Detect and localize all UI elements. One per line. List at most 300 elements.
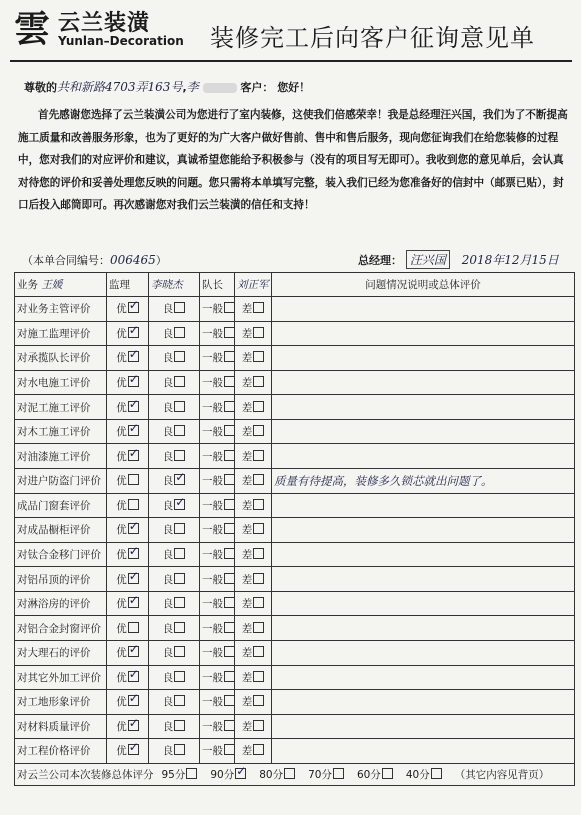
comment-cell[interactable]: [272, 395, 575, 420]
evaluation-row: [15, 444, 575, 469]
rating-checkbox[interactable]: [128, 622, 139, 633]
rating-option-2[interactable]: [200, 665, 235, 690]
rating-checkbox[interactable]: [128, 302, 139, 313]
rating-option-1[interactable]: [149, 321, 200, 346]
rating-option-3[interactable]: [235, 493, 272, 518]
rating-option-2[interactable]: [200, 346, 235, 371]
rating-option-0[interactable]: [107, 591, 149, 616]
rating-option-3[interactable]: [235, 542, 272, 567]
evaluation-table: [14, 272, 575, 786]
rating-checkbox[interactable]: [253, 425, 264, 436]
rating-option-2[interactable]: [200, 690, 235, 715]
rating-option-1[interactable]: [149, 640, 200, 665]
rating-checkbox[interactable]: [128, 597, 139, 608]
rating-option-2[interactable]: [200, 395, 235, 420]
rating-option-label: 优: [116, 573, 127, 586]
rating-option-label: 一般: [202, 327, 223, 340]
rating-option-label: 差: [241, 745, 253, 758]
rating-option-0[interactable]: [107, 493, 149, 518]
rating-option-label: 差: [241, 524, 253, 537]
rating-checkbox[interactable]: [128, 401, 139, 412]
rating-option-0[interactable]: [107, 518, 149, 543]
rating-option-1[interactable]: [149, 714, 200, 739]
comment-cell[interactable]: [272, 739, 575, 764]
rating-option-label: 良: [162, 303, 174, 316]
rating-option-0[interactable]: [107, 395, 149, 420]
comment-header: 问题情况说明或总体评价: [272, 273, 575, 297]
evaluation-item-label: 对材料质量评价: [15, 714, 107, 739]
rating-checkbox[interactable]: [253, 695, 264, 706]
rating-option-2[interactable]: [200, 321, 235, 346]
rating-checkbox[interactable]: [128, 351, 139, 362]
rating-option-0[interactable]: [107, 346, 149, 371]
rating-option-label: 良: [162, 401, 174, 414]
supervisor-label: 监理: [107, 273, 149, 297]
rating-checkbox[interactable]: [128, 695, 139, 706]
rating-checkbox[interactable]: [174, 646, 185, 657]
brand-name-en: Yunlan–Decoration: [58, 34, 184, 48]
rating-option-label: 差: [241, 696, 253, 709]
score-checkbox[interactable]: [284, 768, 295, 779]
evaluation-item-label: 对其它外加工评价: [15, 665, 107, 690]
evaluation-row: [15, 739, 575, 764]
salutation-line: 尊敬的共和新路4703弄163号,李 客户： 您好！: [24, 80, 311, 94]
redacted-name: [203, 83, 237, 93]
rating-option-3[interactable]: [235, 395, 272, 420]
customer-address: 共和新路4703弄163号: [57, 80, 183, 94]
score-option[interactable]: [210, 769, 246, 781]
rating-option-label: 优: [116, 377, 127, 390]
rating-option-3[interactable]: [235, 346, 272, 371]
general-manager-line: [358, 250, 559, 269]
score-checkbox[interactable]: [186, 768, 197, 779]
rating-option-3[interactable]: [235, 690, 272, 715]
rating-option-0[interactable]: [107, 444, 149, 469]
rating-option-3[interactable]: [235, 469, 272, 494]
rating-option-label: 优: [116, 524, 127, 537]
rating-option-label: 一般: [202, 475, 223, 488]
rating-checkbox[interactable]: [174, 622, 185, 633]
score-option-label: 40分: [405, 768, 430, 781]
rating-checkbox[interactable]: [128, 523, 139, 534]
comment-cell[interactable]: [272, 640, 575, 665]
rating-option-0[interactable]: [107, 567, 149, 592]
rating-option-2[interactable]: [200, 616, 235, 641]
rating-option-3[interactable]: [235, 616, 272, 641]
rating-checkbox[interactable]: [128, 474, 139, 485]
score-option-label: 70分: [308, 768, 332, 781]
rating-checkbox[interactable]: [253, 474, 264, 485]
rating-option-0[interactable]: [107, 419, 149, 444]
comment-cell[interactable]: [272, 518, 575, 543]
contract-number: 006465: [110, 253, 156, 267]
comment-cell[interactable]: [272, 690, 575, 715]
rating-option-label: 良: [162, 499, 174, 512]
rating-checkbox[interactable]: [128, 499, 139, 510]
rating-checkbox[interactable]: [174, 573, 185, 584]
rating-option-2[interactable]: [200, 493, 235, 518]
comment-cell[interactable]: [272, 321, 575, 346]
rating-option-1[interactable]: [149, 395, 200, 420]
score-option[interactable]: [308, 769, 344, 781]
rating-checkbox[interactable]: [224, 573, 235, 584]
rating-option-label: 良: [162, 720, 174, 733]
rating-option-2[interactable]: [200, 370, 235, 395]
rating-option-2[interactable]: [200, 297, 235, 322]
rating-checkbox[interactable]: [253, 573, 264, 584]
rating-option-label: 优: [116, 475, 127, 488]
rating-option-3[interactable]: [235, 714, 272, 739]
rating-checkbox[interactable]: [174, 523, 185, 534]
rating-option-label: 优: [116, 401, 127, 414]
rating-option-1[interactable]: [149, 616, 200, 641]
score-option[interactable]: [259, 769, 295, 781]
rating-checkbox[interactable]: [224, 474, 235, 485]
rating-checkbox[interactable]: [224, 425, 235, 436]
rating-checkbox[interactable]: [224, 450, 235, 461]
rating-checkbox[interactable]: [253, 523, 264, 534]
rating-option-0[interactable]: [107, 616, 149, 641]
rating-checkbox[interactable]: [224, 376, 235, 387]
overall-score-row: [15, 763, 575, 785]
rating-checkbox[interactable]: [174, 695, 185, 706]
rating-checkbox[interactable]: [174, 327, 185, 338]
rating-checkbox[interactable]: [253, 327, 264, 338]
rating-checkbox[interactable]: [224, 302, 235, 313]
score-option[interactable]: [162, 769, 198, 781]
rating-option-0[interactable]: [107, 640, 149, 665]
rating-checkbox[interactable]: [174, 302, 185, 313]
rating-option-label: 一般: [202, 352, 223, 365]
rating-option-1[interactable]: [149, 493, 200, 518]
evaluation-row: [15, 297, 575, 322]
header-divider: [10, 60, 572, 62]
evaluation-row: [15, 640, 575, 665]
evaluation-row: [15, 542, 575, 567]
rating-option-label: 差: [241, 377, 253, 390]
comment-cell[interactable]: [272, 370, 575, 395]
rating-option-label: 差: [241, 499, 253, 512]
rating-checkbox[interactable]: [128, 376, 139, 387]
comment-cell[interactable]: [272, 419, 575, 444]
rating-checkbox[interactable]: [128, 646, 139, 657]
rating-checkbox[interactable]: [128, 327, 139, 338]
rating-option-label: 良: [162, 573, 174, 586]
rating-option-label: 差: [241, 352, 253, 365]
rating-checkbox[interactable]: [174, 425, 185, 436]
rating-checkbox[interactable]: [253, 351, 264, 362]
rating-option-3[interactable]: [235, 567, 272, 592]
rating-option-label: 差: [241, 671, 253, 684]
comment-cell[interactable]: [272, 616, 575, 641]
rating-checkbox[interactable]: [174, 548, 185, 559]
rating-option-label: 一般: [202, 745, 223, 758]
document-title: 装修完工后向客户征询意见单: [210, 24, 535, 52]
rating-checkbox[interactable]: [174, 597, 185, 608]
rating-option-label: 优: [116, 696, 127, 709]
rating-option-3[interactable]: [235, 419, 272, 444]
rating-option-label: 优: [116, 548, 127, 561]
rating-option-3[interactable]: [235, 665, 272, 690]
rating-option-1[interactable]: [149, 591, 200, 616]
rating-option-label: 一般: [202, 671, 223, 684]
rating-option-2[interactable]: [200, 419, 235, 444]
rating-option-1[interactable]: [149, 690, 200, 715]
rating-option-3[interactable]: [235, 370, 272, 395]
evaluation-item-label: 对大理石的评价: [15, 640, 107, 665]
rating-checkbox[interactable]: [224, 499, 235, 510]
rating-option-label: 差: [241, 426, 253, 439]
foreman-name: 刘正军: [235, 273, 272, 297]
evaluation-row: [15, 469, 575, 494]
rating-checkbox[interactable]: [224, 523, 235, 534]
rating-option-3[interactable]: [235, 518, 272, 543]
rating-option-3[interactable]: [235, 591, 272, 616]
rating-option-label: 差: [241, 573, 253, 586]
rating-option-label: 良: [162, 647, 174, 660]
evaluation-item-label: 对工程价格评价: [15, 739, 107, 764]
rating-checkbox[interactable]: [253, 376, 264, 387]
rating-option-2[interactable]: [200, 518, 235, 543]
score-option-label: 95分: [161, 768, 186, 781]
rating-checkbox[interactable]: [253, 720, 264, 731]
rating-option-label: 优: [116, 745, 127, 758]
rating-option-label: 良: [162, 696, 174, 709]
rating-option-3[interactable]: [235, 640, 272, 665]
rating-checkbox[interactable]: [253, 597, 264, 608]
rating-checkbox[interactable]: [253, 401, 264, 412]
comment-cell[interactable]: [272, 493, 575, 518]
brand-name-cn: 云兰装潢: [58, 11, 151, 36]
score-option[interactable]: [406, 769, 442, 781]
rating-checkbox[interactable]: [253, 499, 264, 510]
rating-checkbox[interactable]: [224, 597, 235, 608]
rating-checkbox[interactable]: [174, 401, 185, 412]
contract-number-line: [22, 252, 167, 268]
rating-checkbox[interactable]: [174, 450, 185, 461]
rating-checkbox[interactable]: [174, 744, 185, 755]
gm-date: 2018年12月15日: [461, 253, 559, 267]
rating-option-2[interactable]: [200, 542, 235, 567]
evaluation-row: [15, 714, 575, 739]
rating-checkbox[interactable]: [224, 671, 235, 682]
rating-option-label: 一般: [202, 598, 223, 611]
business-name: 王媛: [41, 279, 63, 292]
rating-option-2[interactable]: [200, 444, 235, 469]
overall-score-cell: [15, 763, 575, 785]
rating-option-label: 一般: [202, 401, 223, 414]
rating-option-3[interactable]: [235, 321, 272, 346]
rating-option-3[interactable]: [235, 444, 272, 469]
rating-option-1[interactable]: [149, 297, 200, 322]
rating-option-1[interactable]: [149, 542, 200, 567]
comment-cell[interactable]: 质量有待提高，装修多久锁芯就出问题了。: [272, 469, 575, 494]
rating-option-label: 优: [116, 327, 127, 340]
rating-option-0[interactable]: [107, 469, 149, 494]
rating-option-2[interactable]: [200, 567, 235, 592]
rating-checkbox[interactable]: [253, 450, 264, 461]
rating-option-1[interactable]: [149, 665, 200, 690]
comment-cell[interactable]: [272, 346, 575, 371]
rating-checkbox[interactable]: [224, 695, 235, 706]
rating-option-label: 优: [116, 720, 127, 733]
rating-option-label: 一般: [202, 450, 223, 463]
rating-option-label: 良: [162, 377, 174, 390]
rating-option-0[interactable]: [107, 739, 149, 764]
rating-option-1[interactable]: [149, 444, 200, 469]
rating-option-2[interactable]: [200, 714, 235, 739]
rating-option-label: 良: [162, 548, 174, 561]
evaluation-row: [15, 616, 575, 641]
rating-option-label: 优: [116, 352, 127, 365]
contract-label: （本单合同编号：: [22, 254, 110, 267]
rating-option-2[interactable]: [200, 640, 235, 665]
rating-option-0[interactable]: [107, 321, 149, 346]
score-checkbox[interactable]: [382, 768, 393, 779]
rating-checkbox[interactable]: [174, 671, 185, 682]
rating-option-3[interactable]: [235, 739, 272, 764]
rating-option-3[interactable]: [235, 297, 272, 322]
customer-surname: 李: [186, 80, 199, 94]
evaluation-row: [15, 518, 575, 543]
rating-option-0[interactable]: [107, 297, 149, 322]
rating-option-label: 一般: [202, 573, 223, 586]
score-option-label: 80分: [259, 768, 284, 781]
rating-option-1[interactable]: [149, 346, 200, 371]
rating-option-label: 良: [162, 450, 174, 463]
salutation-greeting: 您好！: [277, 81, 311, 94]
rating-checkbox[interactable]: [253, 646, 264, 657]
rating-option-2[interactable]: [200, 591, 235, 616]
rating-checkbox[interactable]: [224, 351, 235, 362]
rating-checkbox[interactable]: [174, 499, 185, 510]
rating-option-label: 差: [241, 450, 253, 463]
rating-checkbox[interactable]: [253, 622, 264, 633]
rating-option-2[interactable]: [200, 469, 235, 494]
rating-option-label: 差: [241, 720, 253, 733]
rating-checkbox[interactable]: [128, 744, 139, 755]
rating-option-label: 优: [116, 450, 127, 463]
evaluation-item-label: 对淋浴房的评价: [15, 591, 107, 616]
rating-checkbox[interactable]: [224, 646, 235, 657]
rating-checkbox[interactable]: [224, 622, 235, 633]
rating-checkbox[interactable]: [128, 671, 139, 682]
rating-option-label: 一般: [202, 720, 223, 733]
rating-checkbox[interactable]: [253, 548, 264, 559]
evaluation-row: [15, 370, 575, 395]
rating-checkbox[interactable]: [174, 720, 185, 731]
rating-option-label: 良: [162, 671, 174, 684]
rating-option-label: 良: [162, 327, 174, 340]
rating-option-label: 优: [116, 622, 127, 635]
salutation-suffix: 客户：: [240, 81, 274, 94]
business-cell: 业务 王媛: [15, 273, 107, 297]
rating-checkbox[interactable]: [224, 720, 235, 731]
comment-cell[interactable]: [272, 591, 575, 616]
rating-option-0[interactable]: [107, 714, 149, 739]
rating-option-label: 一般: [202, 426, 223, 439]
rating-option-label: 优: [116, 647, 127, 660]
rating-checkbox[interactable]: [128, 425, 139, 436]
rating-option-label: 一般: [202, 524, 223, 537]
evaluation-row: [15, 591, 575, 616]
rating-option-label: 良: [162, 352, 174, 365]
evaluation-item-label: 对泥工施工评价: [15, 395, 107, 420]
rating-option-0[interactable]: [107, 370, 149, 395]
rating-option-1[interactable]: [149, 419, 200, 444]
comment-cell[interactable]: [272, 297, 575, 322]
brand-logo-icon: 雲: [14, 8, 51, 50]
rating-checkbox[interactable]: [174, 351, 185, 362]
rating-option-label: 一般: [202, 647, 223, 660]
rating-checkbox[interactable]: [224, 548, 235, 559]
rating-option-label: 良: [162, 426, 174, 439]
rating-option-0[interactable]: [107, 665, 149, 690]
rating-option-label: 优: [116, 671, 127, 684]
rating-option-1[interactable]: [149, 567, 200, 592]
rating-option-label: 差: [241, 598, 253, 611]
contract-close: ）: [155, 254, 167, 267]
evaluation-row: [15, 395, 575, 420]
evaluation-item-label: 对工地形象评价: [15, 690, 107, 715]
rating-option-label: 差: [241, 548, 253, 561]
rating-checkbox[interactable]: [253, 302, 264, 313]
rating-checkbox[interactable]: [174, 474, 185, 485]
score-checkbox[interactable]: [235, 768, 246, 779]
rating-option-1[interactable]: [149, 370, 200, 395]
rating-checkbox[interactable]: [224, 327, 235, 338]
rating-option-1[interactable]: [149, 518, 200, 543]
rating-option-2[interactable]: [200, 739, 235, 764]
rating-checkbox[interactable]: [224, 401, 235, 412]
rating-option-label: 优: [116, 499, 127, 512]
comment-cell[interactable]: [272, 542, 575, 567]
salutation-prefix: 尊敬的: [24, 81, 57, 94]
rating-checkbox[interactable]: [174, 376, 185, 387]
intro-paragraph: 首先感谢您选择了云兰装潢公司为您进行了室内装修，这使我们倍感荣幸！我是总经理汪兴国，我们为了不断提高施工质量和改善服务形象，也为了更好的为广大客户做好售前、售中和售后服务，现向您征询我们在给您装修的过程中，您对我们的对应评价和建议，真诚希望您能给予积极参与（没有的项目写无即可）。我收到您的意见单后，会认真对待您的评价和妥善处理您反映的问题。您只需将本单填写完整，装入我们已经为您准备好的信封中（邮票已贴），封口后投入邮筒即可。再次感谢您对我们云兰装潢的信任和支持！: [18, 109, 568, 211]
comment-cell[interactable]: [272, 444, 575, 469]
score-checkbox[interactable]: [431, 768, 442, 779]
rating-option-label: 优: [116, 598, 127, 611]
rating-checkbox[interactable]: [224, 744, 235, 755]
evaluation-item-label: 对成品橱柜评价: [15, 518, 107, 543]
overall-note: （其它内容见背页）: [454, 768, 550, 781]
rating-checkbox[interactable]: [128, 450, 139, 461]
rating-option-0[interactable]: [107, 690, 149, 715]
rating-option-label: 一般: [202, 377, 223, 390]
rating-option-label: 一般: [202, 696, 223, 709]
rating-checkbox[interactable]: [128, 548, 139, 559]
rating-option-1[interactable]: [149, 469, 200, 494]
rating-checkbox[interactable]: [253, 744, 264, 755]
rating-option-1[interactable]: [149, 739, 200, 764]
rating-checkbox[interactable]: [128, 720, 139, 731]
rating-option-label: 差: [241, 647, 253, 660]
score-checkbox[interactable]: [333, 768, 344, 779]
comment-cell[interactable]: [272, 665, 575, 690]
comment-cell[interactable]: [272, 714, 575, 739]
rating-option-label: 良: [162, 745, 174, 758]
overall-label: 对云兰公司本次装修总体评分: [17, 768, 154, 781]
score-option[interactable]: [357, 769, 393, 781]
comment-cell[interactable]: [272, 567, 575, 592]
rating-option-0[interactable]: [107, 542, 149, 567]
evaluation-item-label: 对木工施工评价: [15, 419, 107, 444]
evaluation-row: [15, 346, 575, 371]
rating-checkbox[interactable]: [253, 671, 264, 682]
rating-checkbox[interactable]: [128, 573, 139, 584]
evaluation-row: [15, 419, 575, 444]
